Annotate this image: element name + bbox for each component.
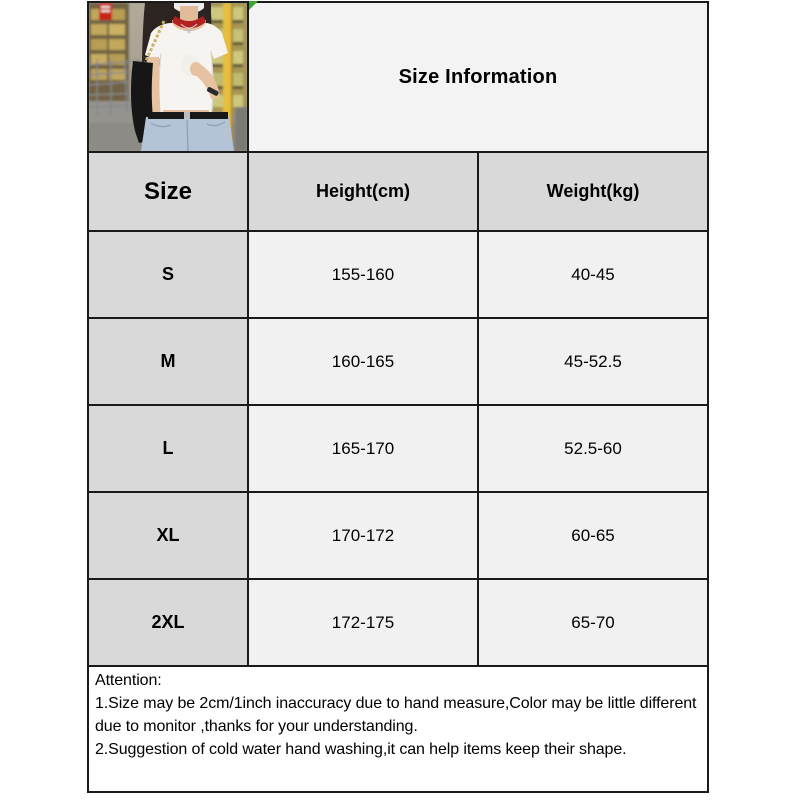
product-photo-cell	[89, 3, 247, 151]
row-m-height-value: 160-165	[249, 319, 477, 404]
row-m-weight-value: 45-52.5	[479, 319, 707, 404]
attention-note-2: 2.Suggestion of cold water hand washing,it can help items keep their shape.	[95, 741, 627, 758]
header-cell-height: Height(cm)	[249, 153, 477, 230]
attention-note-box	[89, 667, 707, 791]
header-cell-size: Size	[89, 153, 247, 230]
row-2xl-weight-value: 65-70	[479, 580, 707, 665]
attention-note-1: 1.Size may be 2cm/1inch inaccuracy due to hand measure,Color may be little different due to monitor ,thanks for your understanding.	[95, 695, 697, 735]
header-cell-weight: Weight(kg)	[479, 153, 707, 230]
page-title: Size Information	[398, 65, 558, 88]
row-xl-weight-value: 60-65	[479, 493, 707, 578]
size-info-title-cell	[249, 3, 707, 151]
row-s-size-label: S	[89, 232, 247, 317]
size-table	[87, 1, 709, 793]
row-2xl-size-label: 2XL	[89, 580, 247, 665]
row-m-size-label: M	[89, 319, 247, 404]
row-2xl-height-value: 172-175	[249, 580, 477, 665]
row-s-weight-value: 40-45	[479, 232, 707, 317]
model-photo	[89, 3, 247, 151]
row-l-height-value: 165-170	[249, 406, 477, 491]
attention-title: Attention:	[95, 672, 162, 689]
row-xl-size-label: XL	[89, 493, 247, 578]
row-l-size-label: L	[89, 406, 247, 491]
row-s-height-value: 155-160	[249, 232, 477, 317]
row-xl-height-value: 170-172	[249, 493, 477, 578]
row-l-weight-value: 52.5-60	[479, 406, 707, 491]
cell-corner-marker-icon	[249, 1, 258, 10]
